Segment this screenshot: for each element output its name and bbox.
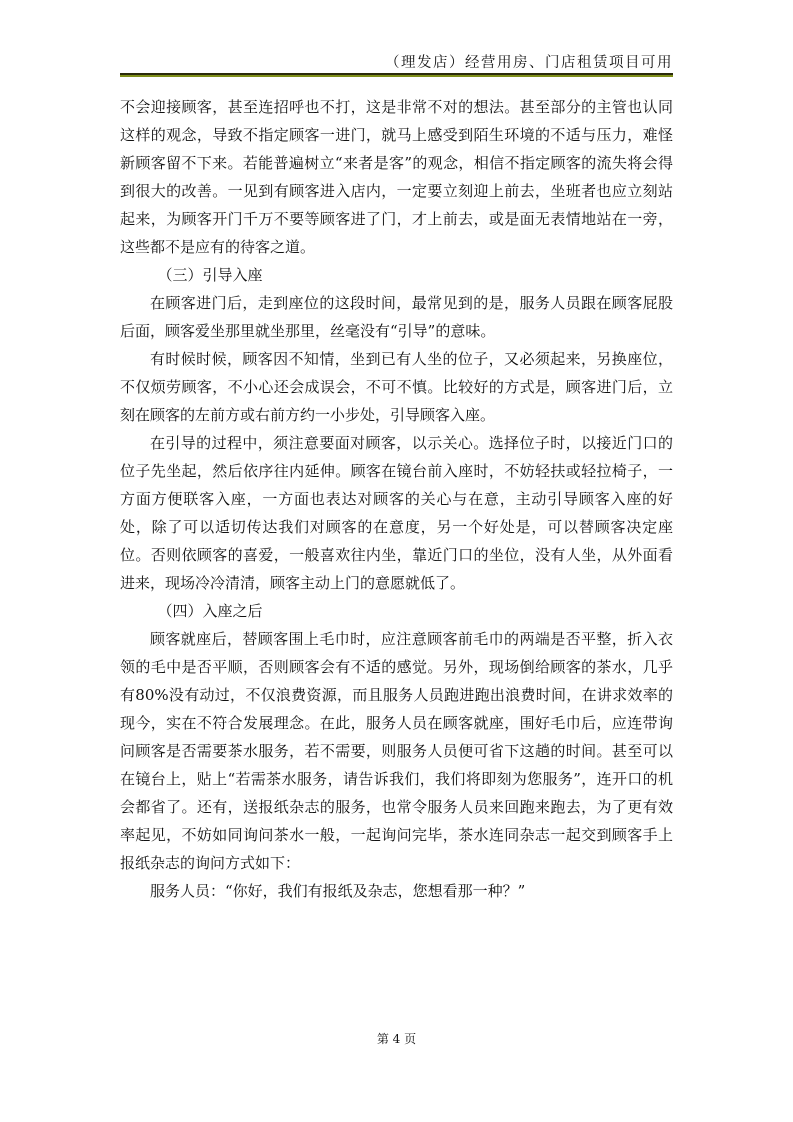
document-body (120, 93, 673, 905)
running-header-title: （理发店）经营用房、门店租赁项目可用 (385, 55, 673, 71)
paragraph: 在引导的过程中，须注意要面对顾客，以示关心。选择位子时，以接近门口的位子先坐起，然后依序往内延伸。顾客在镜台前入座时，不妨轻扶或轻拉椅子，一方面方便联客入座，一方面也表达对顾客的关心与在意，主动引导顾客入座的好处，除了可以适切传达我们对顾客的在意度，另一个好处是，可以替顾客决定座位。否则依顾客的喜爱，一般喜欢往内坐，靠近门口的坐位，没有人坐，从外面看进来，现场冷冷清清，顾客主动上门的意愿就低了。 (120, 434, 673, 592)
paragraph-continued: 不会迎接顾客，甚至连招呼也不打，这是非常不对的想法。甚至部分的主管也认同这样的观念，导致不指定顾客一进门，就马上感受到陌生环境的不适与压力，难怪新顾客留不下来。若能普遍树立“来者是客”的观念，相信不指定顾客的流失将会得到很大的改善。一见到有顾客进入店内，一定要立刻迎上前去，坐班者也应立刻站起来，为顾客开门千万不要等顾客进了门，才上前去，或是面无表情地站在一旁，这些都不是应有的待客之道。 (120, 98, 673, 256)
paragraph-dialogue: 服务人员：“你好，我们有报纸及杂志，您想看那一种？” (150, 882, 526, 900)
header-rule-accent-line (120, 75, 673, 77)
paragraph: 顾客就座后，替顾客围上毛巾时，应注意顾客前毛巾的两端是否平整，折入衣领的毛中是否平顺，否则顾客会有不适的感觉。另外，现场倒给顾客的茶水，几乎有80%没有动过，不仅浪费资源，而且服务人员跑进跑出浪费时间，在讲求效率的现今，实在不符合发展理念。在此，服务人员在顾客就座，围好毛巾后，应连带询问顾客是否需要茶水服务，若不需要，则服务人员便可省下这趟的时间。甚至可以在镜台上，贴上“若需茶水服务，请告诉我们，我们将即刻为您服务”，连开口的机会都省了。还有，送报纸杂志的服务，也常令服务人员来回跑来跑去，为了更有效率起见，不妨如同询问茶水一般，一起询问完毕，茶水连同杂志一起交到顾客手上报纸杂志的询问方式如下： (120, 630, 673, 872)
paragraph: 在顾客进门后，走到座位的这段时间，最常见到的是，服务人员跟在顾客屁股后面，顾客爱坐那里就坐那里，丝毫没有“引导”的意味。 (120, 294, 673, 340)
section-heading-guide-seating: （三）引导入座 (157, 266, 263, 284)
section-heading-after-seating: （四）入座之后 (157, 602, 263, 620)
page-number: 第 4 页 (376, 1032, 417, 1046)
paragraph: 有时候时候，顾客因不知情，坐到已有人坐的位子，又必须起来，另换座位，不仅烦劳顾客，不小心还会成误会，不可不慎。比较好的方式是，顾客进门后，立刻在顾客的左前方或右前方约一小步处，引导顾客入座。 (120, 350, 673, 424)
header-rule (120, 73, 673, 77)
